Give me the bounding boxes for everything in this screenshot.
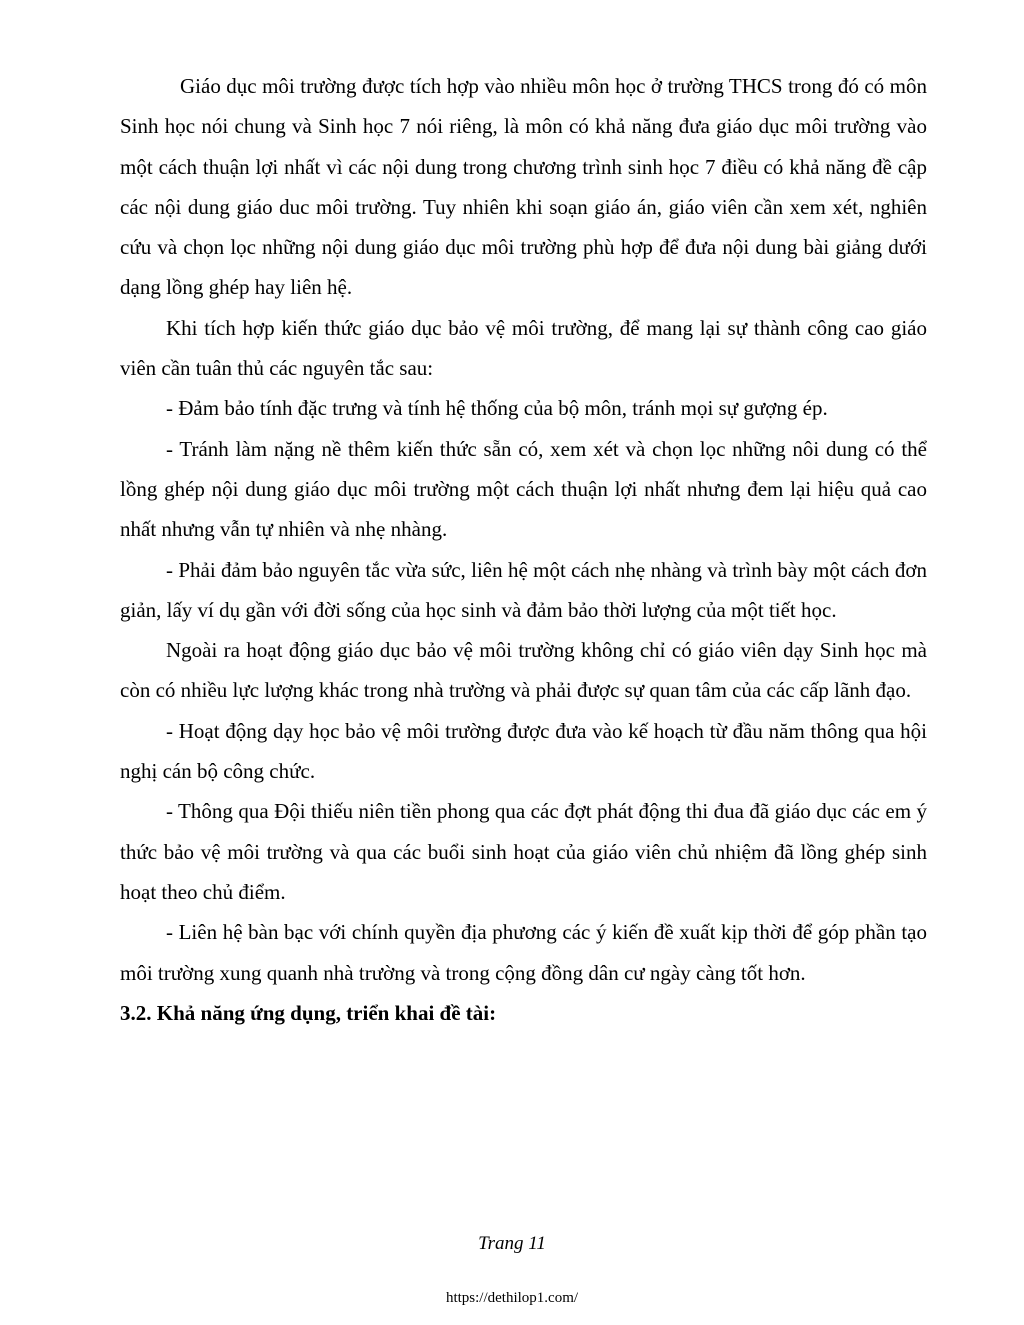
document-body	[120, 66, 927, 1033]
page-number: Trang 11	[478, 1233, 546, 1254]
paragraph-other-forces: Ngoài ra hoạt động giáo dục bảo vệ môi trường không chỉ có giáo viên dạy Sinh học mà còn có nhiều lực lượng khác trong nhà trường và phải được sự quan tâm của các cấp lãnh đạo.	[120, 638, 927, 703]
paragraph-activity-2: - Thông qua Đội thiếu niên tiền phong qua các đợt phát động thi đua đã giáo dục các em ý thức bảo vệ môi trường và qua các buổi sinh hoạt của giáo viên chủ nhiệm đã lồng ghép sinh hoạt theo chủ điểm.	[120, 799, 927, 904]
paragraph-principle-2: - Tránh làm nặng nề thêm kiến thức sẵn có, xem xét và chọn lọc những nôi dung có thể lồng ghép nội dung giáo dục môi trường một cách thuận lợi nhất nhưng đem lại hiệu quả cao nhất nhưng vẫn tự nhiên và nhẹ nhàng.	[120, 436, 927, 542]
paragraph-activity-1: - Hoạt động dạy học bảo vệ môi trường được đưa vào kế hoạch từ đầu năm thông qua hội nghị cán bộ công chức.	[120, 718, 927, 784]
footer-url[interactable]: https://dethilop1.com/	[445, 1290, 579, 1306]
section-heading: 3.2. Khả năng ứng dụng, triển khai đề tài:	[120, 1000, 497, 1025]
paragraph-principles-intro: Khi tích hợp kiến thức giáo dục bảo vệ môi trường, để mang lại sự thành công cao giáo viên cần tuân thủ các nguyên tắc sau:	[120, 315, 927, 381]
paragraph-principle-3: - Phải đảm bảo nguyên tắc vừa sức, liên hệ một cách nhẹ nhàng và trình bày một cách đơn giản, lấy ví dụ gần với đời sống của học sinh và đảm bảo thời lượng của một tiết học.	[120, 557, 927, 622]
paragraph-intro: Giáo dục môi trường được tích hợp vào nhiều môn học ở trường THCS trong đó có môn Sinh học nói chung và Sinh học 7 nói riêng, là môn có khả năng đưa giáo dục môi trường vào một cách thuận lợi nhất vì các nội dung trong chương trình sinh học 7 điều có khả năng đề cập các nội dung giáo duc môi trường. Tuy nhiên khi soạn giáo án, giáo viên cần xem xét, nghiên cứu và chọn lọc những nội dung giáo dục môi trường phù hợp để đưa nội dung bài giảng dưới dạng lồng ghép hay liên hệ.	[120, 74, 927, 300]
paragraph-activity-3: - Liên hệ bàn bạc với chính quyền địa phương các ý kiến đề xuất kịp thời để góp phần tạo môi trường xung quanh nhà trường và trong cộng đồng dân cư ngày càng tốt hơn.	[120, 920, 927, 985]
paragraph-principle-1: - Đảm bảo tính đặc trưng và tính hệ thống của bộ môn, tránh mọi sự gượng ép.	[166, 396, 828, 421]
